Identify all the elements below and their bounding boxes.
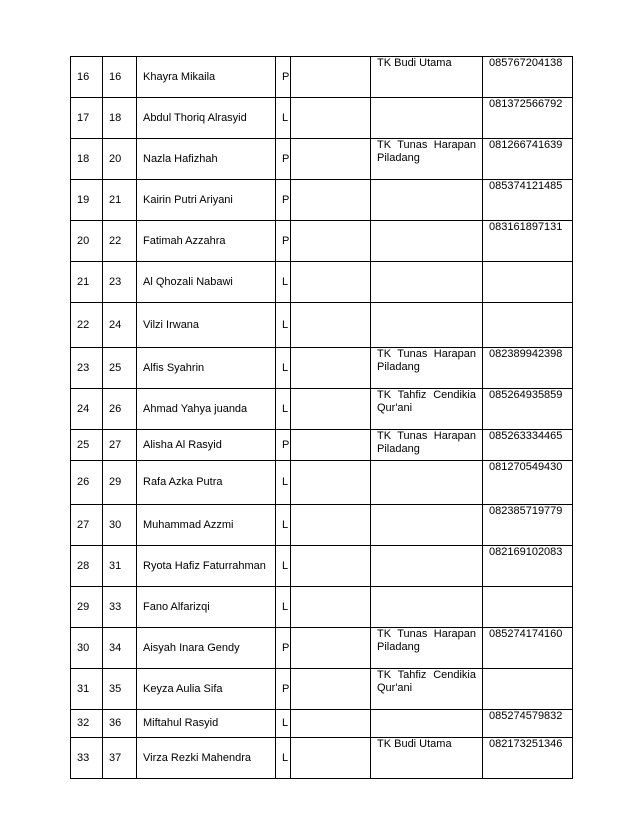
previous-school: TK Tunas Harapan Piladang: [371, 139, 483, 180]
student-sex: P: [276, 628, 291, 669]
student-id: 35: [103, 669, 137, 710]
student-id: 33: [103, 587, 137, 628]
phone-number: [483, 303, 573, 348]
student-sex: L: [276, 738, 291, 779]
student-sex: L: [276, 303, 291, 348]
blank-cell: [291, 505, 371, 546]
phone-number: 085274174160: [483, 628, 573, 669]
phone-number: 081266741639: [483, 139, 573, 180]
blank-cell: [291, 738, 371, 779]
previous-school: [371, 710, 483, 738]
student-id: 18: [103, 98, 137, 139]
previous-school: TK Budi Utama: [371, 57, 483, 98]
student-name: Vilzi Irwana: [137, 303, 276, 348]
student-sex: L: [276, 461, 291, 505]
previous-school: [371, 98, 483, 139]
student-sex: P: [276, 57, 291, 98]
phone-number: 085767204138: [483, 57, 573, 98]
phone-number: 082173251346: [483, 738, 573, 779]
row-number: 32: [71, 710, 103, 738]
previous-school: TK Tunas Harapan Piladang: [371, 628, 483, 669]
row-number: 27: [71, 505, 103, 546]
row-number: 31: [71, 669, 103, 710]
student-sex: L: [276, 98, 291, 139]
student-name: Fatimah Azzahra: [137, 221, 276, 262]
phone-number: 081372566792: [483, 98, 573, 139]
blank-cell: [291, 710, 371, 738]
blank-cell: [291, 98, 371, 139]
row-number: 18: [71, 139, 103, 180]
student-id: 25: [103, 348, 137, 389]
table-row: [71, 139, 573, 180]
row-number: 29: [71, 587, 103, 628]
phone-number: 085274579832: [483, 710, 573, 738]
student-name: Rafa Azka Putra: [137, 461, 276, 505]
student-name: Keyza Aulia Sifa: [137, 669, 276, 710]
blank-cell: [291, 546, 371, 587]
table-row: [71, 303, 573, 348]
student-name: Fano Alfarizqi: [137, 587, 276, 628]
phone-number: 082389942398: [483, 348, 573, 389]
student-id: 26: [103, 389, 137, 430]
student-name: Nazla Hafizhah: [137, 139, 276, 180]
student-name: Abdul Thoriq Alrasyid: [137, 98, 276, 139]
previous-school: [371, 587, 483, 628]
student-id: 20: [103, 139, 137, 180]
previous-school: [371, 221, 483, 262]
previous-school: TK Tahfiz Cendikia Qur'ani: [371, 389, 483, 430]
table-row: [71, 738, 573, 779]
table-row: [71, 262, 573, 303]
blank-cell: [291, 221, 371, 262]
phone-number: 085374121485: [483, 180, 573, 221]
phone-number: 082385719779: [483, 505, 573, 546]
row-number: 28: [71, 546, 103, 587]
table-row: [71, 430, 573, 461]
previous-school: [371, 262, 483, 303]
student-sex: P: [276, 221, 291, 262]
table-row: [71, 389, 573, 430]
student-id: 27: [103, 430, 137, 461]
phone-number: 082169102083: [483, 546, 573, 587]
row-number: 17: [71, 98, 103, 139]
student-id: 36: [103, 710, 137, 738]
table-row: [71, 180, 573, 221]
table-row: [71, 461, 573, 505]
blank-cell: [291, 139, 371, 180]
row-number: 30: [71, 628, 103, 669]
blank-cell: [291, 430, 371, 461]
student-name: Alisha Al Rasyid: [137, 430, 276, 461]
student-sex: P: [276, 180, 291, 221]
roster-body: [71, 57, 573, 779]
student-sex: L: [276, 546, 291, 587]
previous-school: TK Tahfiz Cendikia Qur'ani: [371, 669, 483, 710]
blank-cell: [291, 389, 371, 430]
previous-school: TK Budi Utama: [371, 738, 483, 779]
student-name: Virza Rezki Mahendra: [137, 738, 276, 779]
previous-school: [371, 546, 483, 587]
blank-cell: [291, 303, 371, 348]
blank-cell: [291, 262, 371, 303]
student-id: 16: [103, 57, 137, 98]
student-id: 24: [103, 303, 137, 348]
student-sex: L: [276, 505, 291, 546]
row-number: 20: [71, 221, 103, 262]
row-number: 16: [71, 57, 103, 98]
student-id: 37: [103, 738, 137, 779]
student-sex: L: [276, 710, 291, 738]
student-sex: L: [276, 348, 291, 389]
table-row: [71, 546, 573, 587]
previous-school: [371, 303, 483, 348]
previous-school: TK Tunas Harapan Piladang: [371, 348, 483, 389]
student-name: Aisyah Inara Gendy: [137, 628, 276, 669]
student-name: Kairin Putri Ariyani: [137, 180, 276, 221]
student-name: Alfis Syahrin: [137, 348, 276, 389]
blank-cell: [291, 669, 371, 710]
blank-cell: [291, 180, 371, 221]
phone-number: 085264935859: [483, 389, 573, 430]
table-row: [71, 98, 573, 139]
table-row: [71, 57, 573, 98]
student-sex: L: [276, 389, 291, 430]
table-row: [71, 505, 573, 546]
previous-school: [371, 505, 483, 546]
table-row: [71, 710, 573, 738]
student-name: Ryota Hafiz Faturrahman: [137, 546, 276, 587]
table-row: [71, 628, 573, 669]
student-sex: P: [276, 669, 291, 710]
table-row: [71, 348, 573, 389]
row-number: 23: [71, 348, 103, 389]
student-id: 30: [103, 505, 137, 546]
student-sex: L: [276, 587, 291, 628]
previous-school: [371, 461, 483, 505]
phone-number: [483, 587, 573, 628]
row-number: 25: [71, 430, 103, 461]
student-id: 34: [103, 628, 137, 669]
student-name: Miftahul Rasyid: [137, 710, 276, 738]
student-id: 23: [103, 262, 137, 303]
table-row: [71, 587, 573, 628]
blank-cell: [291, 348, 371, 389]
previous-school: TK Tunas Harapan Piladang: [371, 430, 483, 461]
phone-number: 083161897131: [483, 221, 573, 262]
row-number: 21: [71, 262, 103, 303]
row-number: 33: [71, 738, 103, 779]
student-id: 22: [103, 221, 137, 262]
student-name: Ahmad Yahya juanda: [137, 389, 276, 430]
row-number: 19: [71, 180, 103, 221]
student-sex: P: [276, 139, 291, 180]
phone-number: 081270549430: [483, 461, 573, 505]
table-row: [71, 669, 573, 710]
phone-number: 085263334465: [483, 430, 573, 461]
row-number: 26: [71, 461, 103, 505]
student-sex: P: [276, 430, 291, 461]
student-name: Al Qhozali Nabawi: [137, 262, 276, 303]
student-id: 21: [103, 180, 137, 221]
table-row: [71, 221, 573, 262]
student-name: Muhammad Azzmi: [137, 505, 276, 546]
student-sex: L: [276, 262, 291, 303]
student-id: 31: [103, 546, 137, 587]
blank-cell: [291, 461, 371, 505]
student-roster-table: [70, 56, 573, 779]
student-id: 29: [103, 461, 137, 505]
row-number: 22: [71, 303, 103, 348]
blank-cell: [291, 587, 371, 628]
student-name: Khayra Mikaila: [137, 57, 276, 98]
phone-number: [483, 262, 573, 303]
blank-cell: [291, 628, 371, 669]
blank-cell: [291, 57, 371, 98]
row-number: 24: [71, 389, 103, 430]
phone-number: [483, 669, 573, 710]
previous-school: [371, 180, 483, 221]
